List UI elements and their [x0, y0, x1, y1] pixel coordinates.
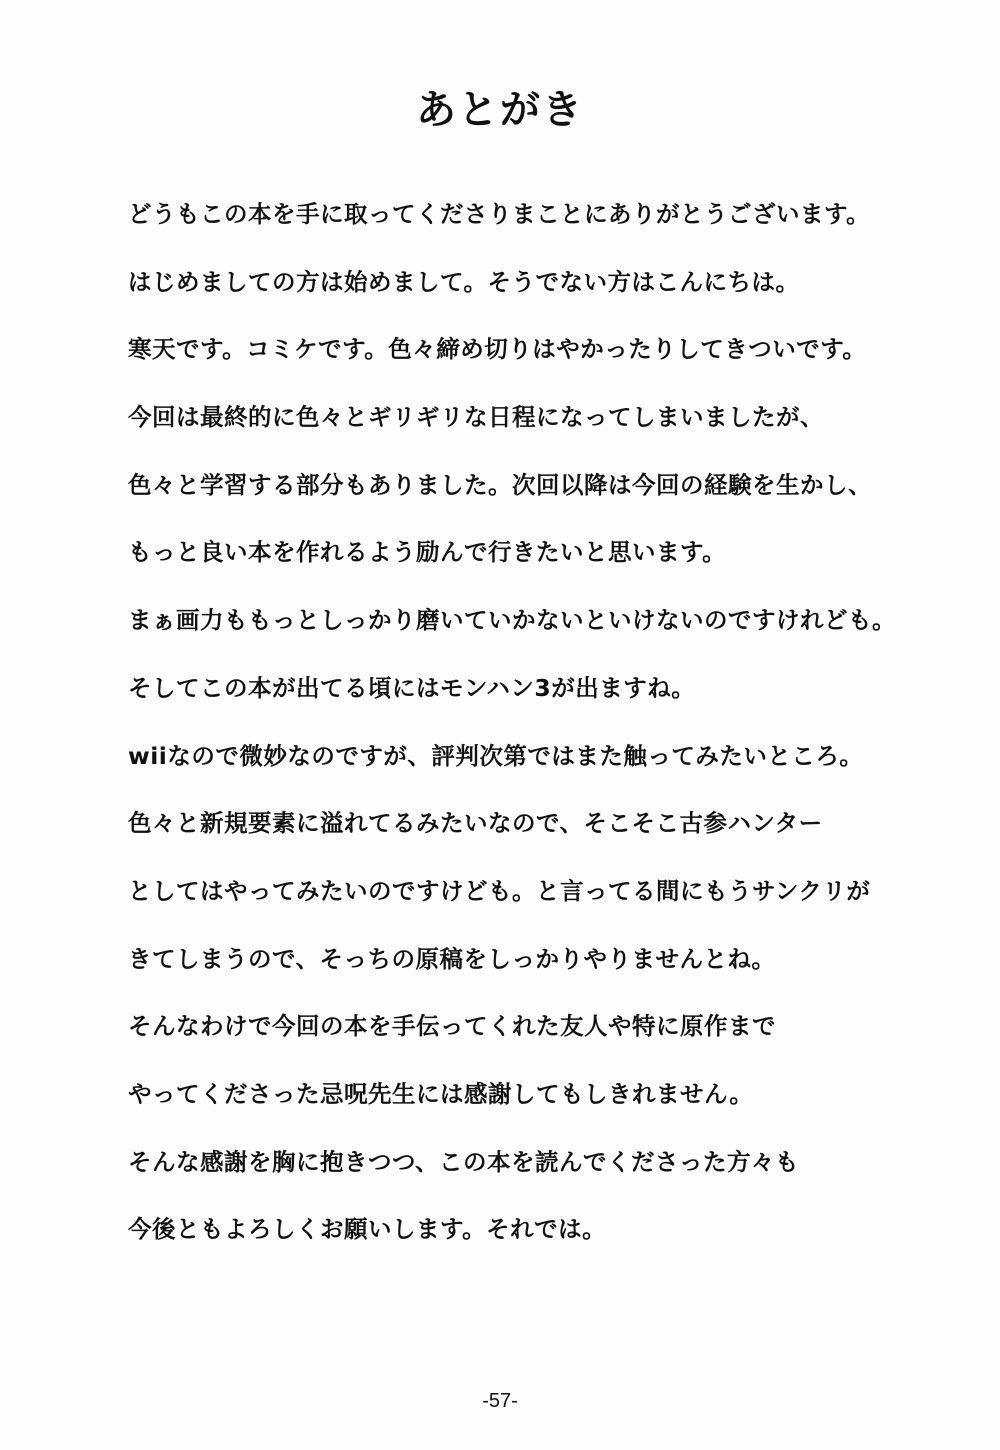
text-line: 今後ともよろしくお願いします。それでは。	[128, 1215, 607, 1244]
text-line: もっと良い本を作れるよう励んで行きたいと思います。	[128, 538, 727, 567]
text-line: 色々と新規要素に溢れてるみたいなので、そこそこ古参ハンター	[128, 809, 823, 838]
text-line: 色々と学習する部分もありました。次回以降は今回の経験を生かし、	[128, 470, 872, 499]
text-line: そんな感謝を胸に抱きつつ、この本を読んでくださった方々も	[128, 1147, 800, 1176]
text-line: はじめましての方は始めまして。そうでない方はこんにちは。	[128, 267, 800, 296]
page-number: -57-	[482, 1390, 518, 1412]
text-line: きてしまうので、そっちの原稿をしっかりやりませんとね。	[128, 944, 776, 973]
text-line: そんなわけで今回の本を手伝ってくれた友人や特に原作まで	[128, 1012, 776, 1041]
text-line: どうもこの本を手に取ってくださりまことにありがとうございます。	[128, 200, 871, 228]
text-line: 今回は最終的に色々とギリギリな日程になってしまいましたが、	[128, 403, 824, 432]
afterword-text	[128, 194, 928, 1277]
text-line: 寒天です。コミケです。色々締め切りはやかったりしてきついです。	[128, 335, 867, 364]
text-line: としてはやってみたいのですけども。と言ってる間にもうサンクリが	[128, 876, 871, 905]
text-line: やってくださった忌呪先生には感謝してもしきれません。	[128, 1079, 754, 1108]
text-line: wiiなので微妙なのですが、評判次第ではまた触ってみたいところ。	[128, 741, 864, 770]
text-line: まぁ画力ももっとしっかり磨いていかないといけないのですけれども。	[128, 606, 896, 635]
page-title: あとがき	[416, 87, 584, 133]
text-line: そしてこの本が出てる頃にはモンハン3が出ますね。	[128, 673, 696, 702]
